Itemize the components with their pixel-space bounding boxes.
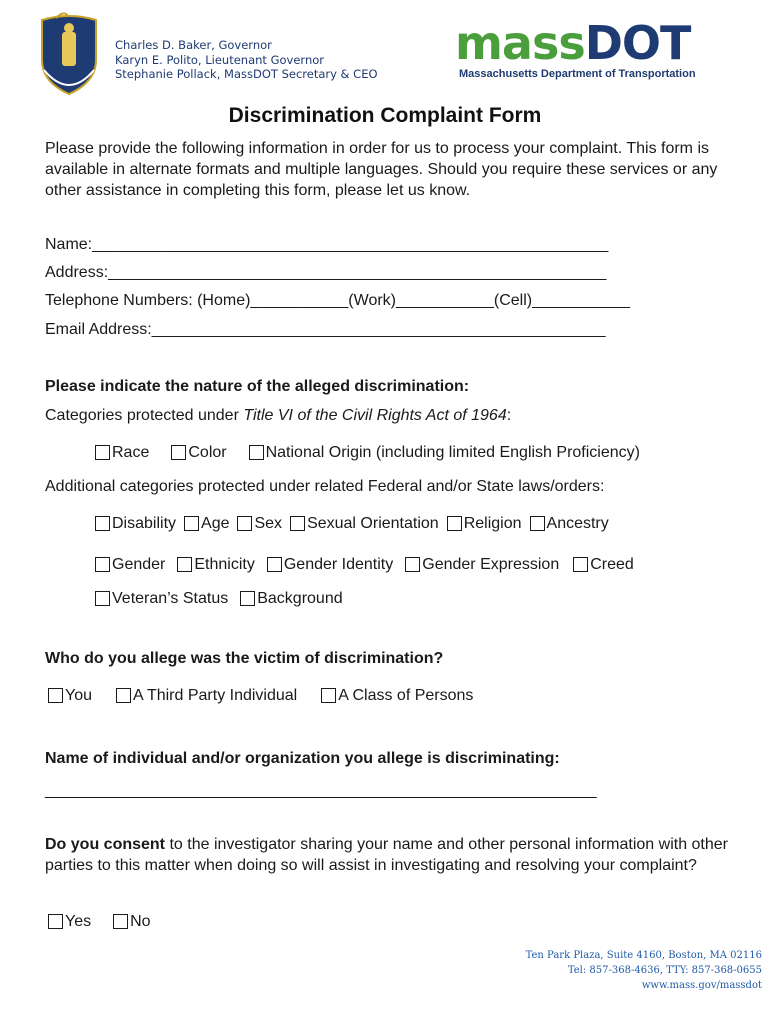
sexual-orientation-checkbox[interactable] bbox=[290, 515, 439, 533]
checkbox-label: No bbox=[130, 913, 151, 930]
background-checkbox[interactable] bbox=[240, 590, 342, 608]
checkbox-box[interactable] bbox=[48, 688, 63, 703]
checkbox-label: Ethnicity bbox=[194, 556, 255, 573]
governor-line: Charles D. Baker, Governor bbox=[115, 38, 272, 52]
categories-prefix: Categories protected under bbox=[45, 407, 244, 424]
gender-identity-checkbox[interactable] bbox=[267, 556, 393, 574]
logo-mass: mass bbox=[455, 16, 585, 70]
national-origin-checkbox[interactable] bbox=[249, 444, 640, 462]
checkbox-label: Age bbox=[201, 515, 230, 532]
consent-text: to the investigator sharing your name and other personal information with other parties to this matter when doing so will assist in investigating and resolving your complaint? bbox=[45, 836, 728, 874]
checkbox-label: Race bbox=[112, 444, 150, 461]
checkbox-label: Gender bbox=[112, 556, 166, 573]
gender-expression-checkbox[interactable] bbox=[405, 556, 559, 574]
additional-row-1 bbox=[95, 515, 609, 533]
title-vi-checkbox-row bbox=[95, 444, 648, 462]
governor-block bbox=[115, 38, 378, 82]
name-field[interactable]: Name:__________________________________________________________ bbox=[45, 236, 609, 253]
checkbox-box[interactable] bbox=[116, 688, 131, 703]
checkbox-label: Sex bbox=[254, 515, 283, 532]
checkbox-box[interactable] bbox=[321, 688, 336, 703]
checkbox-box[interactable] bbox=[573, 557, 588, 572]
age-checkbox[interactable] bbox=[184, 515, 229, 533]
checkbox-label: You bbox=[65, 687, 92, 704]
massachusetts-seal-icon bbox=[34, 10, 104, 96]
address-field[interactable]: Address:________________________________________________________ bbox=[45, 264, 607, 281]
yes-checkbox[interactable] bbox=[48, 913, 91, 931]
lieutenant-governor-line: Karyn E. Polito, Lieutenant Governor bbox=[115, 52, 324, 67]
logo-subtitle: Massachusetts Department of Transportation bbox=[459, 68, 696, 80]
checkbox-label: Religion bbox=[463, 515, 522, 532]
ancestry-checkbox[interactable] bbox=[530, 515, 609, 533]
checkbox-box[interactable] bbox=[113, 914, 128, 929]
checkbox-label: A Third Party Individual bbox=[133, 687, 298, 704]
email-field[interactable]: Email Address:___________________________________________________ bbox=[45, 321, 606, 338]
checkbox-box[interactable] bbox=[95, 591, 110, 606]
additional-categories-label: Additional categories protected under related Federal and/or State laws/orders: bbox=[45, 478, 605, 495]
checkbox-label: Creed bbox=[590, 556, 634, 573]
checkbox-box[interactable] bbox=[48, 914, 63, 929]
checkbox-box[interactable] bbox=[184, 516, 199, 531]
logo-dot: DOT bbox=[584, 16, 691, 70]
checkbox-box[interactable] bbox=[267, 557, 282, 572]
checkbox-label: Disability bbox=[112, 515, 177, 532]
checkbox-box[interactable] bbox=[237, 516, 252, 531]
checkbox-label: A Class of Persons bbox=[338, 687, 474, 704]
footer-website[interactable]: www.mass.gov/massdot bbox=[641, 980, 762, 991]
checkbox-box[interactable] bbox=[95, 516, 110, 531]
creed-checkbox[interactable] bbox=[573, 556, 634, 574]
checkbox-box[interactable] bbox=[530, 516, 545, 531]
disability-checkbox[interactable] bbox=[95, 515, 176, 533]
third-party-checkbox[interactable] bbox=[116, 687, 297, 705]
categories-suffix: : bbox=[506, 407, 512, 424]
checkbox-box[interactable] bbox=[290, 516, 305, 531]
checkbox-label: National Origin (including limited English Proficiency) bbox=[265, 444, 640, 461]
sex-checkbox[interactable] bbox=[237, 515, 282, 533]
consent-checkbox-row bbox=[48, 913, 159, 931]
gender-checkbox[interactable] bbox=[95, 556, 165, 574]
checkbox-label: Background bbox=[257, 590, 343, 607]
checkbox-box[interactable] bbox=[171, 445, 186, 460]
checkbox-box[interactable] bbox=[95, 557, 110, 572]
consent-bold: Do you consent bbox=[45, 836, 166, 853]
color-checkbox[interactable] bbox=[171, 444, 226, 462]
checkbox-label: Yes bbox=[65, 913, 92, 930]
race-checkbox[interactable] bbox=[95, 444, 149, 462]
checkbox-box[interactable] bbox=[405, 557, 420, 572]
victim-checkbox-row bbox=[48, 687, 481, 705]
accused-heading: Name of individual and/or organization you allege is discriminating: bbox=[45, 750, 560, 767]
checkbox-label: Gender Expression bbox=[422, 556, 560, 573]
no-checkbox[interactable] bbox=[113, 913, 150, 931]
checkbox-box[interactable] bbox=[95, 445, 110, 460]
intro-paragraph: Please provide the following information in order for us to process your complaint. This form is available in alternate formats and multiple languages. Should you require these services or any other assistance in completing this form, please let us know. bbox=[45, 140, 718, 199]
categories-act: Title VI of the Civil Rights Act of 1964 bbox=[243, 407, 507, 424]
class-of-persons-checkbox[interactable] bbox=[321, 687, 473, 705]
veterans-status-checkbox[interactable] bbox=[95, 590, 228, 608]
checkbox-box[interactable] bbox=[249, 445, 264, 460]
consent-paragraph bbox=[45, 834, 735, 876]
ethnicity-checkbox[interactable] bbox=[177, 556, 254, 574]
checkbox-label: Gender Identity bbox=[283, 556, 394, 573]
checkbox-label: Sexual Orientation bbox=[307, 515, 439, 532]
checkbox-box[interactable] bbox=[240, 591, 255, 606]
massdot-logo bbox=[455, 16, 745, 80]
checkbox-label: Ancestry bbox=[546, 515, 609, 532]
checkbox-label: Color bbox=[188, 444, 227, 461]
additional-row-3 bbox=[95, 590, 351, 608]
checkbox-box[interactable] bbox=[447, 516, 462, 531]
footer-contact bbox=[526, 948, 762, 993]
telephone-field[interactable]: Telephone Numbers: (Home)___________(Work)___________(Cell)___________ bbox=[45, 292, 630, 309]
religion-checkbox[interactable] bbox=[447, 515, 522, 533]
categories-line bbox=[45, 407, 511, 425]
checkbox-box[interactable] bbox=[177, 557, 192, 572]
secretary-line: Stephanie Pollack, MassDOT Secretary & CEO bbox=[115, 67, 378, 81]
footer-address: Ten Park Plaza, Suite 4160, Boston, MA 02116 bbox=[525, 950, 762, 961]
victim-heading: Who do you allege was the victim of discrimination? bbox=[45, 650, 444, 667]
accused-field[interactable]: ______________________________________________________________ bbox=[45, 782, 597, 799]
page-title: Discrimination Complaint Form bbox=[228, 104, 542, 127]
nature-heading: Please indicate the nature of the alleged discrimination: bbox=[45, 378, 470, 395]
additional-row-2 bbox=[95, 556, 634, 574]
checkbox-label: Veteran’s Status bbox=[112, 590, 229, 607]
footer-phone: Tel: 857-368-4636, TTY: 857-368-0655 bbox=[567, 965, 762, 976]
you-checkbox[interactable] bbox=[48, 687, 92, 705]
